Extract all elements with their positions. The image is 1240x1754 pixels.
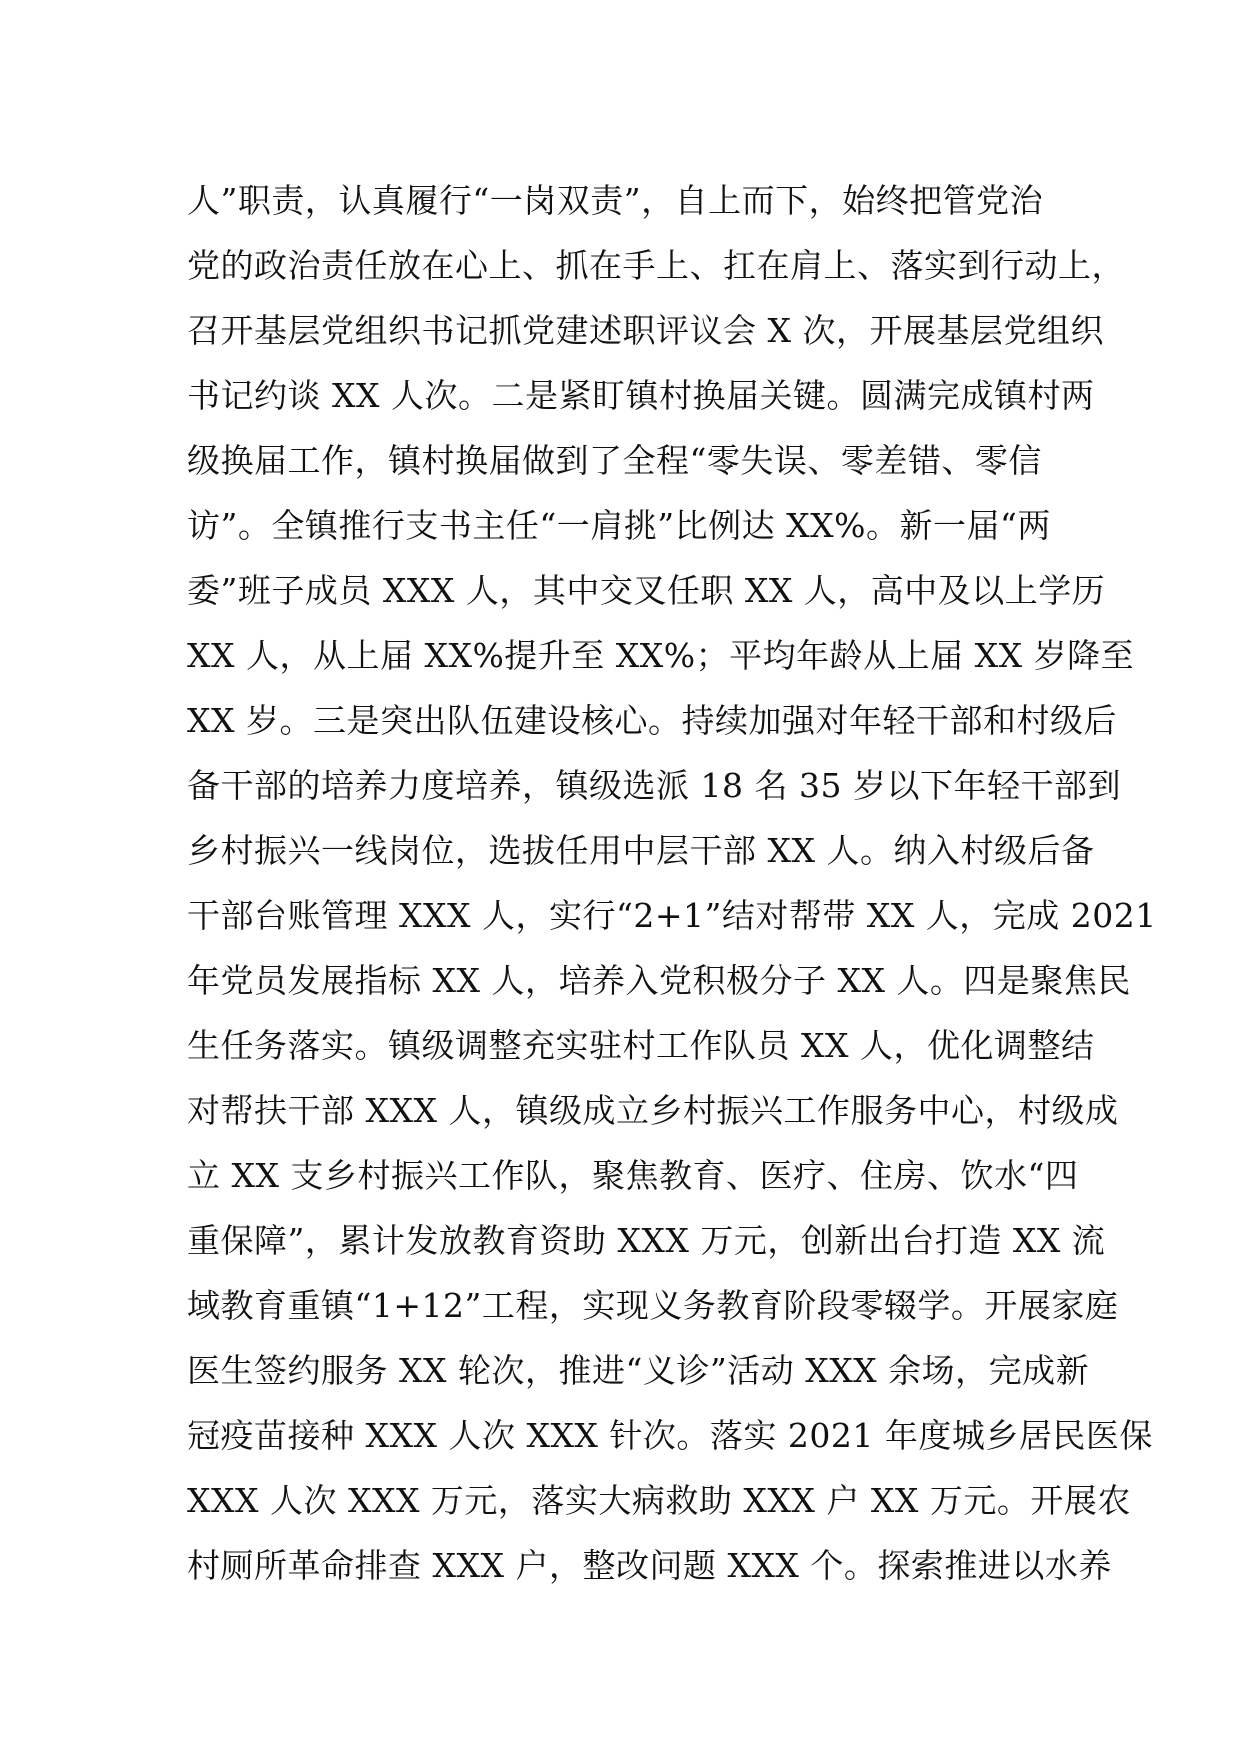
text-line: 人”职责，认真履行“一岗双责”，自上而下，始终把管党治 (187, 181, 1044, 220)
text-line: 立 XX 支乡村振兴工作队，聚焦教育、医疗、住房、饮水“四 (187, 1156, 1079, 1195)
text-line: 冠疫苗接种 XXX 人次 XXX 针次。落实 2021 年度城乡居民医保 (187, 1416, 1153, 1455)
text-line: XX 人，从上届 XX%提升至 XX%；平均年龄从上届 XX 岁降至 (187, 636, 1135, 675)
text-line: XX 岁。三是突出队伍建设核心。持续加强对年轻干部和村级后 (187, 701, 1117, 740)
text-line: 党的政治责任放在心上、抓在手上、扛在肩上、落实到行动上， (187, 246, 1125, 285)
text-line: 干部台账管理 XXX 人，实行“2+1”结对帮带 XX 人，完成 2021 (187, 896, 1157, 935)
text-line: XXX 人次 XXX 万元，落实大病救助 XXX 户 XX 万元。开展农 (187, 1481, 1131, 1520)
text-line: 村厕所革命排查 XXX 户，整改问题 XXX 个。探索推进以水养 (187, 1546, 1112, 1585)
text-line: 重保障”，累计发放教育资助 XXX 万元，创新出台打造 XX 流 (187, 1221, 1106, 1260)
text-line: 级换届工作，镇村换届做到了全程“零失误、零差错、零信 (187, 441, 1042, 480)
text-line: 域教育重镇“1+12”工程，实现义务教育阶段零辍学。开展家庭 (187, 1286, 1119, 1325)
text-line: 访”。全镇推行支书主任“一肩挑”比例达 XX%。新一届“两 (187, 506, 1051, 545)
text-line: 召开基层党组织书记抓党建述职评议会 X 次，开展基层党组织 (187, 311, 1104, 350)
text-line: 生任务落实。镇级调整充实驻村工作队员 XX 人，优化调整结 (187, 1026, 1095, 1065)
text-line: 对帮扶干部 XXX 人，镇级成立乡村振兴工作服务中心，村级成 (187, 1091, 1119, 1130)
text-line: 乡村振兴一线岗位，选拔任用中层干部 XX 人。纳入村级后备 (187, 831, 1095, 870)
body-paragraph (187, 168, 1157, 1598)
text-line: 医生签约服务 XX 轮次，推进“义诊”活动 XXX 余场，完成新 (187, 1351, 1090, 1390)
text-line: 备干部的培养力度培养，镇级选派 18 名 35 岁以下年轻干部到 (187, 766, 1121, 805)
text-line: 书记约谈 XX 人次。二是紧盯镇村换届关键。圆满完成镇村两 (187, 376, 1095, 415)
text-line: 委”班子成员 XXX 人，其中交叉任职 XX 人，高中及以上学历 (187, 571, 1106, 610)
text-line: 年党员发展指标 XX 人，培养入党积极分子 XX 人。四是聚焦民 (187, 961, 1131, 1000)
